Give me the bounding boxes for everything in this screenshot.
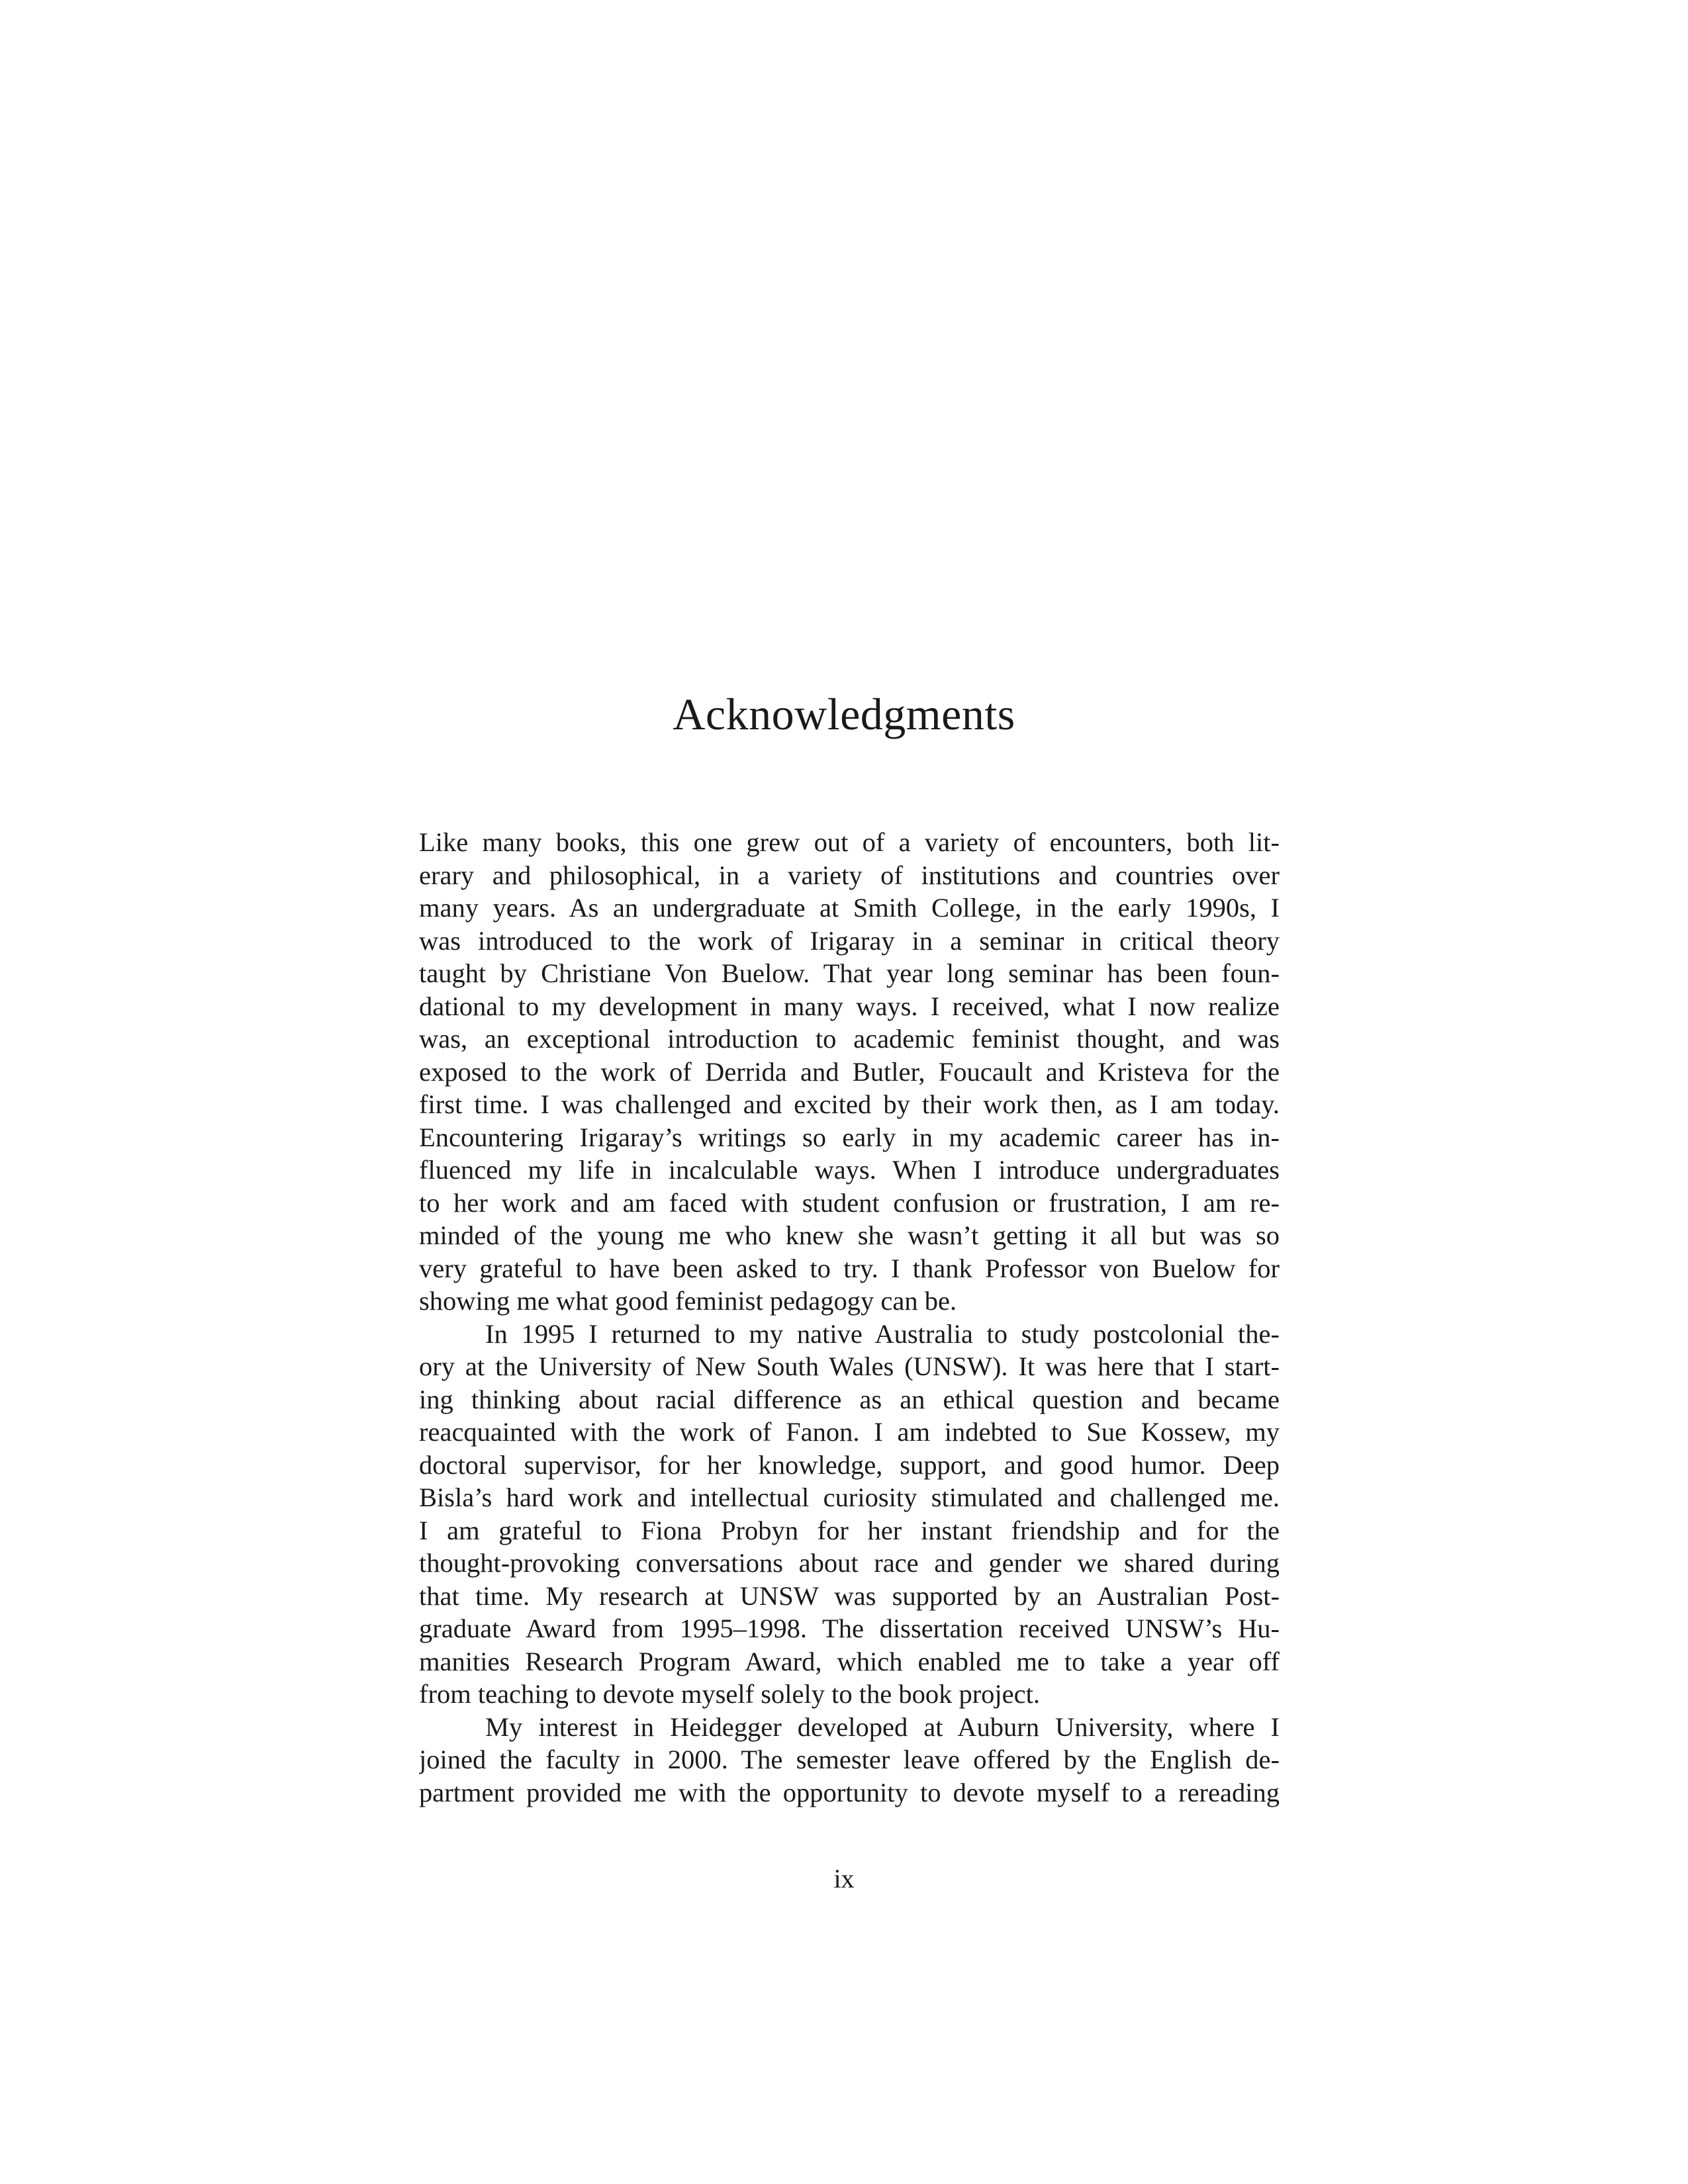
text-line: exposed to the work of Derrida and Butler, Foucault and Kristeva for the	[419, 1056, 1280, 1087]
text-line: taught by Christiane Von Buelow. That year long seminar has been foun-	[419, 958, 1280, 988]
paragraph-end-line: showing me what good feminist pedagogy can be.	[419, 1286, 957, 1316]
text-line: I am grateful to Fiona Probyn for her instant friendship and for the	[419, 1515, 1280, 1545]
text-line: doctoral supervisor, for her knowledge, support, and good humor. Deep	[419, 1449, 1280, 1480]
paragraph-start-line: My interest in Heidegger developed at Auburn University, where I	[485, 1711, 1280, 1742]
text-line: manities Research Program Award, which enabled me to take a year off	[419, 1646, 1280, 1676]
page-number: ix	[833, 1864, 855, 1893]
text-line: that time. My research at UNSW was supported by an Australian Post-	[419, 1580, 1280, 1611]
text-line: joined the faculty in 2000. The semester leave offered by the English de-	[419, 1745, 1280, 1774]
text-line: first time. I was challenged and excited by their work then, as I am today.	[419, 1089, 1280, 1119]
text-line: dational to my development in many ways. I received, what I now realize	[419, 991, 1280, 1021]
text-line: thought-provoking conversations about race and gender we shared during	[419, 1548, 1280, 1578]
text-line: was, an exceptional introduction to academic feminist thought, and was	[419, 1024, 1280, 1054]
text-line: Encountering Irigaray’s writings so early in my academic career has in-	[419, 1122, 1280, 1152]
text-line: reacquainted with the work of Fanon. I am indebted to Sue Kossew, my	[419, 1417, 1280, 1447]
paragraph-start-line: In 1995 I returned to my native Australia to study postcolonial the-	[485, 1318, 1280, 1349]
text-line: erary and philosophical, in a variety of institutions and countries over	[419, 860, 1280, 890]
text-line: very grateful to have been asked to try. I thank Professor von Buelow for	[419, 1253, 1280, 1283]
text-line: fluenced my life in incalculable ways. When I introduce undergraduates	[419, 1155, 1280, 1185]
text-line: many years. As an undergraduate at Smith College, in the early 1990s, I	[419, 893, 1280, 923]
text-line: ing thinking about racial difference as an ethical question and became	[419, 1384, 1280, 1414]
page-title: Acknowledgments	[673, 689, 1015, 739]
text-line: minded of the young me who knew she wasn’t getting it all but was so	[419, 1220, 1280, 1250]
paragraph-end-line: from teaching to devote myself solely to the book project.	[419, 1679, 1041, 1709]
text-line: graduate Award from 1995–1998. The dissertation received UNSW’s Hu-	[419, 1614, 1280, 1643]
text-line: Bisla’s hard work and intellectual curiosity stimulated and challenged me.	[419, 1482, 1280, 1512]
body-text	[419, 826, 1280, 1809]
text-line: was introduced to the work of Irigaray in a seminar in critical theory	[419, 925, 1280, 956]
text-line: partment provided me with the opportunity to devote myself to a rereading	[419, 1777, 1280, 1807]
text-line: ory at the University of New South Wales (UNSW). It was here that I start-	[419, 1351, 1280, 1381]
text-line: Like many books, this one grew out of a variety of encounters, both lit-	[419, 827, 1280, 857]
text-line: to her work and am faced with student confusion or frustration, I am re-	[419, 1187, 1280, 1218]
